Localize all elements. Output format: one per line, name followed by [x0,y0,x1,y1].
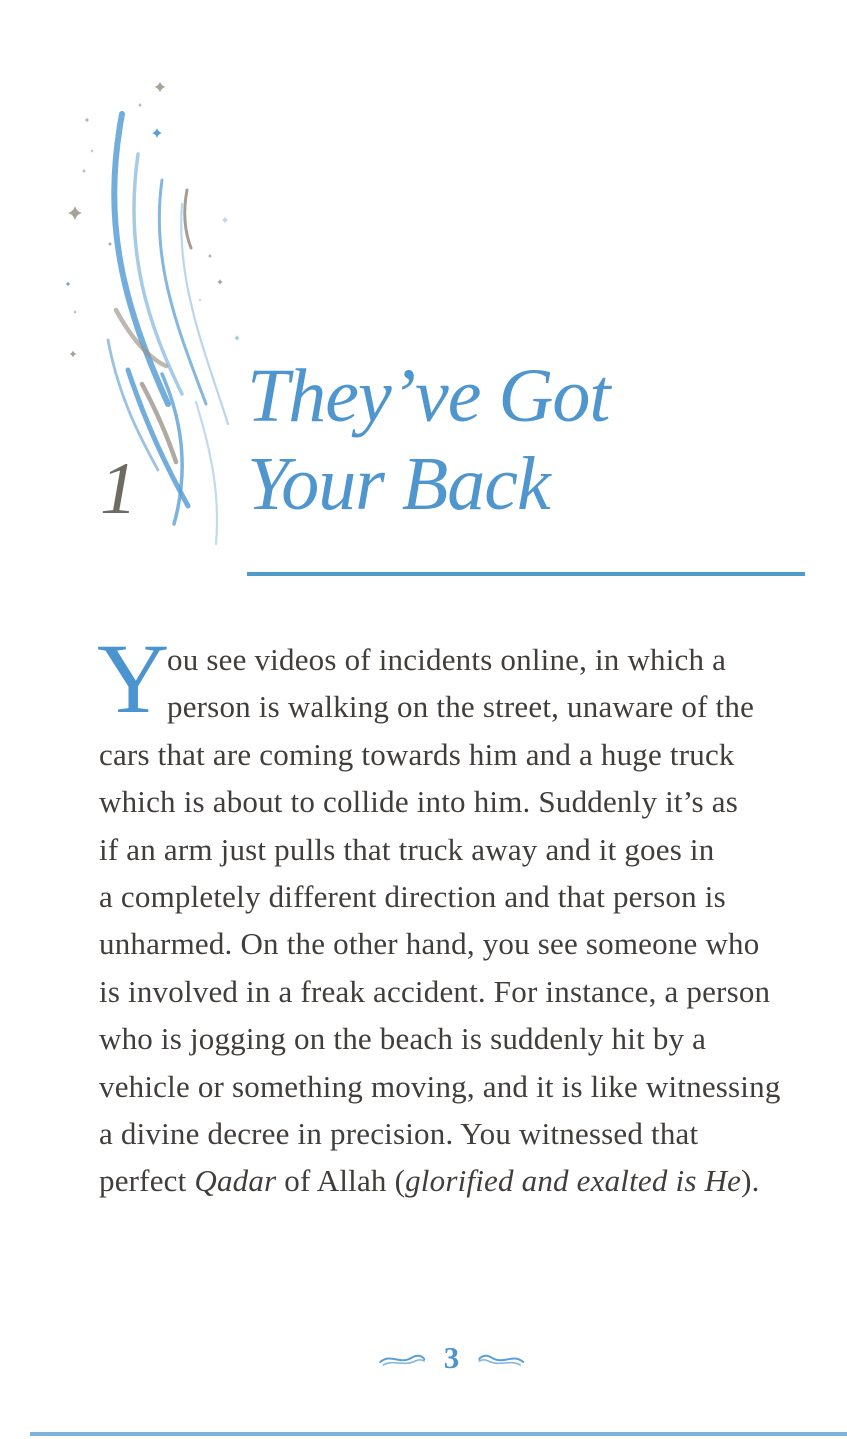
body-line: a divine decree in precision. You witnessed that [99,1115,699,1151]
body-line: ou see videos of incidents online, in which a [167,642,727,677]
flourish-decoration-icon [50,72,250,572]
body-paragraph [97,623,791,1205]
body-text-segment: of Allah ( [276,1163,406,1199]
body-line: who is jogging on the beach is suddenly hit by a [99,1021,707,1057]
body-text-segment: ). [741,1163,760,1199]
body-line: is involved in a freak accident. For instance, a person [99,973,771,1009]
body-line: unharmed. On the other hand, you see someone who [99,926,760,962]
chapter-title-line-1: They’ve Got [247,354,610,438]
body-text-italic-phrase: glorified and exalted is He [405,1163,742,1199]
body-text-segment: perfect [99,1163,195,1199]
title-rule [247,572,805,576]
chapter-title [247,352,610,528]
body-line: person is walking on the street, unaware of the [167,689,755,725]
page-footer [378,1342,526,1377]
body-line: vehicle or something moving, and it is like witnessing [99,1068,781,1104]
wave-ornament-left-icon [378,1350,426,1370]
chapter-number: 1 [100,448,137,530]
drop-cap: Y [97,623,170,734]
body-text-italic-term: Qadar [194,1163,277,1199]
body-line: cars that are coming towards him and a huge truck [99,736,735,772]
body-line: if an arm just pulls that truck away and it goes in [99,831,715,867]
wave-ornament-right-icon [477,1350,525,1370]
body-line-last [99,1157,791,1204]
body-line: which is about to collide into him. Suddenly it’s as [99,784,738,820]
bottom-rule [30,1432,847,1436]
chapter-title-line-2: Your Back [247,442,550,526]
body-line: a completely different direction and that person is [99,878,726,914]
page-number: 3 [443,1340,460,1375]
